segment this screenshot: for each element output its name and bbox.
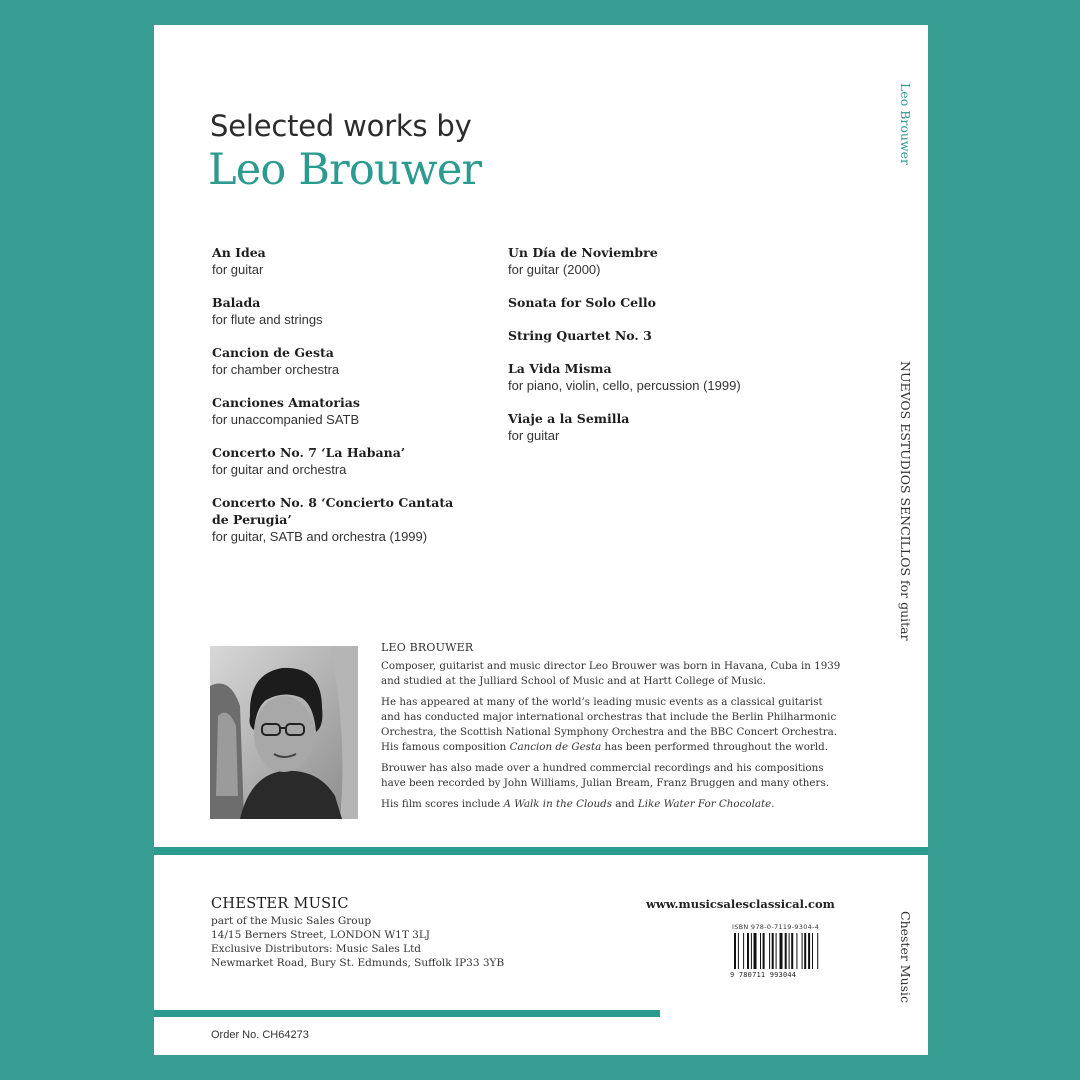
work-title: La Vida Misma [508, 361, 612, 376]
work-item [508, 327, 838, 344]
barcode-stripe [743, 933, 744, 969]
work-title: Concerto No. 7 ‘La Habana’ [212, 445, 406, 460]
work-title: Viaje a la Semilla [508, 411, 630, 426]
divider-bar [154, 847, 928, 855]
barcode-stripe [760, 933, 761, 969]
spine-publisher: Chester Music [898, 911, 913, 1004]
work-title: Concerto No. 8 ‘Concierto Cantata de Perugia’ [212, 495, 454, 527]
spine-composer-name: Leo Brouwer [898, 83, 913, 166]
barcode-stripe [776, 933, 777, 969]
back-cover [154, 25, 928, 1055]
barcode-stripe [747, 933, 749, 969]
barcode-stripe [804, 933, 806, 969]
composer-photo [210, 646, 358, 819]
barcode-stripe [734, 933, 736, 969]
barcode-stripe [763, 933, 765, 969]
work-instrumentation: for guitar [508, 428, 560, 443]
work-item [212, 394, 512, 428]
work-title: An Idea [212, 245, 266, 260]
bio-paragraph: Brouwer has also made over a hundred commercial recordings and his compositions have been recorded by John Williams, Julian Bream, Franz Bruggen and many others. [381, 762, 830, 789]
barcode-stripe [808, 933, 810, 969]
order-number: Order No. CH64273 [211, 1029, 309, 1041]
publisher-address-line: 14/15 Berners Street, LONDON W1T 3LJ [211, 929, 431, 941]
work-title: Sonata for Solo Cello [508, 295, 656, 310]
work-instrumentation: for chamber orchestra [212, 362, 340, 377]
barcode-stripe [769, 933, 770, 969]
website-url: www.musicsalesclassical.com [646, 897, 835, 911]
work-instrumentation: for guitar and orchestra [212, 462, 347, 477]
barcode-stripe [789, 933, 790, 969]
barcode-stripe [785, 933, 787, 969]
publisher-address-line: Exclusive Distributors: Music Sales Ltd [211, 943, 422, 955]
work-item [212, 444, 512, 478]
barcode-stripe [772, 933, 774, 969]
work-instrumentation: for unaccompanied SATB [212, 412, 360, 427]
work-item [212, 494, 462, 545]
barcode-stripe [802, 933, 803, 969]
works-list-left [212, 244, 512, 561]
work-item [212, 344, 512, 378]
barcode-stripe [812, 933, 813, 969]
work-instrumentation: for guitar [212, 262, 264, 277]
barcode-stripe [780, 933, 783, 969]
work-instrumentation: for flute and strings [212, 312, 323, 327]
bio-paragraph: Composer, guitarist and music director Leo Brouwer was born in Havana, Cuba in 1939 and studied at the Julliard School of Music and at Hartt College of Music. [381, 660, 841, 687]
barcode-digits: 9 780711 993044 [730, 971, 797, 979]
work-title: String Quartet No. 3 [508, 328, 652, 343]
work-title: Canciones Amatorias [212, 395, 360, 410]
barcode-stripe [738, 933, 739, 969]
barcode-stripe [754, 933, 757, 969]
works-list-right [508, 244, 838, 460]
work-title: Un Día de Noviembre [508, 245, 658, 260]
barcode-stripe [817, 933, 818, 969]
divider-bar-bottom [154, 1010, 660, 1017]
composer-biography [381, 641, 841, 818]
work-item [212, 244, 512, 278]
work-item [508, 410, 838, 444]
isbn-label: ISBN 978-0-7119-9304-4 [732, 923, 820, 931]
composer-portrait-image [210, 646, 358, 819]
work-instrumentation: for guitar (2000) [508, 262, 601, 277]
publisher-address-line: Newmarket Road, Bury St. Edmunds, Suffolk IP33 3YB [211, 957, 505, 969]
work-instrumentation: for guitar, SATB and orchestra (1999) [212, 529, 428, 544]
bio-paragraph: His film scores include A Walk in the Clouds and Like Water For Chocolate. [381, 798, 775, 810]
barcode-stripe [796, 933, 797, 969]
spine-book-title: NUEVOS ESTUDIOS SENCILLOS for guitar [898, 361, 913, 641]
barcode-stripe [791, 933, 793, 969]
bio-paragraph: He has appeared at many of the world’s leading music events as a classical guitarist and has conducted major international orchestras that include the Berlin Philharmonic Orchestra, the Scottish National Symphony Orchestra and the BBC Concert Orchestra. His famous composition Cancion de Gesta has been performed throughout the world. [381, 696, 838, 753]
heading-composer-name: Leo Brouwer [208, 145, 482, 195]
publisher-block [211, 896, 504, 970]
barcode-stripe [751, 933, 752, 969]
work-item [508, 294, 838, 311]
work-instrumentation: for piano, violin, cello, percussion (1999) [508, 378, 741, 393]
work-item [508, 360, 838, 394]
heading-subtitle: Selected works by [210, 109, 472, 143]
publisher-name: CHESTER MUSIC [211, 896, 349, 912]
work-item [508, 244, 838, 278]
work-item [212, 294, 512, 328]
work-title: Cancion de Gesta [212, 345, 334, 360]
bio-heading: LEO BROUWER [381, 641, 474, 654]
work-title: Balada [212, 295, 261, 310]
publisher-address-line: part of the Music Sales Group [211, 915, 372, 927]
